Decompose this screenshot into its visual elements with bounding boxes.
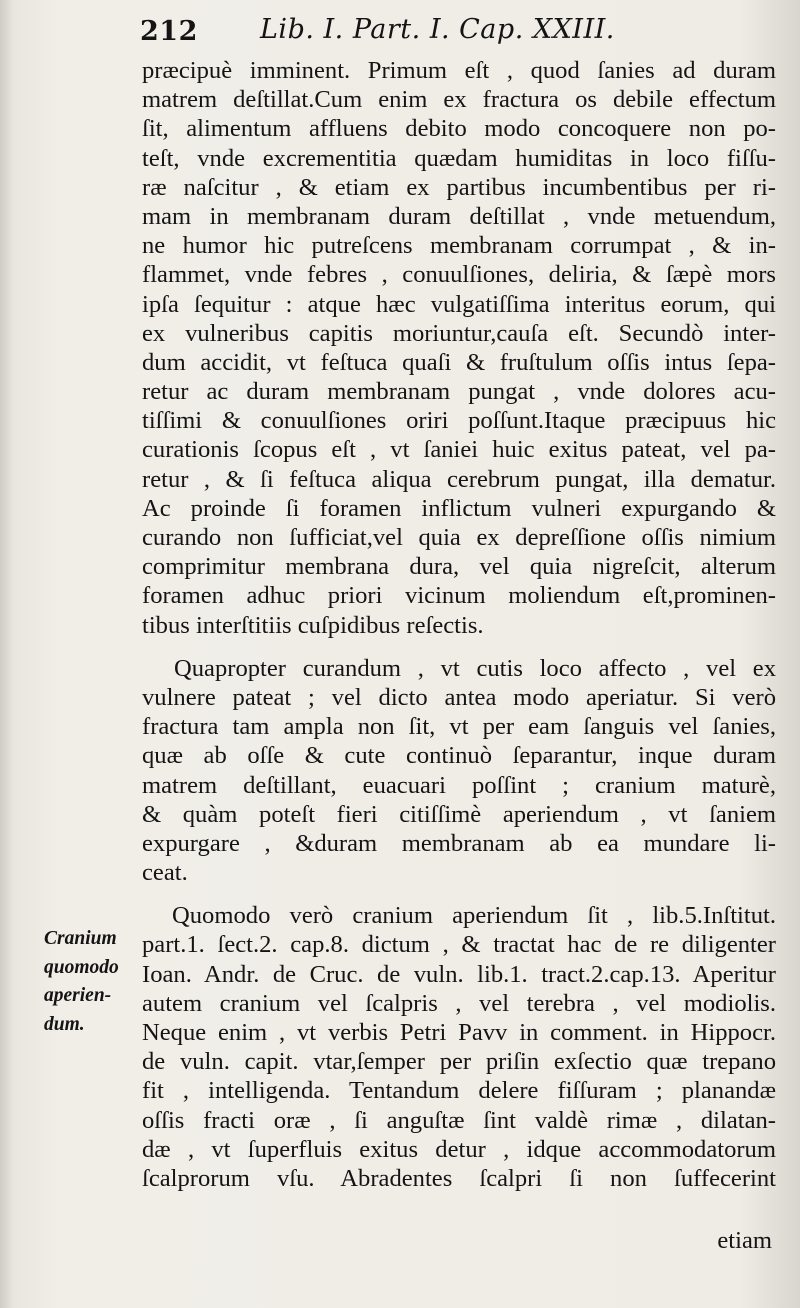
- text-line: retur ac duram membranam pungat , vnde dolores acu-: [142, 378, 776, 406]
- marginal-note-line: quomodo: [44, 956, 119, 978]
- marginal-note-line: Cranium: [44, 928, 117, 949]
- marginal-note: [44, 925, 144, 1039]
- text-line: flammet, vnde febres , conuulſiones, deliria, & ſæpè mors: [142, 261, 776, 289]
- marginal-note-line: aperien-: [44, 985, 112, 1006]
- text-line: matrem deſtillat.Cum enim ex fractura os debile effectum: [142, 86, 776, 114]
- text-line: ræ naſcitur , & etiam ex partibus incumbentibus per ri-: [142, 173, 776, 201]
- text-line: de vuln. capit. vtar,ſemper per priſin exſectio quæ trepano: [142, 1048, 776, 1076]
- text-line: oſſis fracti oræ , ſi anguſtæ ſint valdè rimæ , dilatan-: [142, 1106, 776, 1134]
- text-line: præcipuè imminent. Primum eſt , quod ſanies ad duram: [142, 57, 776, 84]
- page-number: 212: [140, 16, 198, 47]
- text-line: mam in membranam duram deſtillat , vnde metuendum,: [142, 202, 776, 230]
- main-text: [142, 56, 776, 1193]
- text-line: ſcalprorum vſu. Abradentes ſcalpri ſi non ſuffecerint: [142, 1164, 776, 1192]
- catchword: etiam: [717, 1227, 772, 1254]
- text-line: autem cranium vel ſcalpris , vel terebra , vel modiolis.: [142, 989, 776, 1017]
- text-line: matrem deſtillant, euacuari poſſint ; cranium maturè,: [142, 771, 776, 799]
- marginal-note-line: dum.: [44, 1013, 85, 1035]
- text-line: & quàm poteſt fieri citiſſimè aperiendum , vt ſaniem: [142, 800, 776, 828]
- text-line: curando non ſufficiat,vel quia ex depreſſione oſſis nimium: [142, 524, 776, 551]
- text-line: retur , & ſi feſtuca aliqua cerebrum pungat, illa dematur.: [142, 465, 776, 493]
- running-title: Lib. I. Part. I. Cap. XXIII.: [260, 14, 615, 45]
- text-line: tibus interſtitiis cuſpidibus reſectis.: [142, 611, 484, 639]
- text-line: teſt, vnde excrementitia quædam humiditas in loco fiſſu-: [142, 144, 776, 172]
- paragraph-start-line: Quomodo verò cranium aperiendum ſit , lib.5.Inſtitut.: [172, 902, 776, 930]
- text-line: quæ ab oſſe & cute continuò ſeparantur, inque duram: [142, 742, 776, 770]
- text-line: fractura tam ampla non ſit, vt per eam ſanguis vel ſanies,: [142, 713, 776, 741]
- text-line: foramen adhuc priori vicinum moliendum eſt,prominen-: [142, 582, 776, 610]
- text-line: curationis ſcopus eſt , vt ſaniei huic exitus pateat, vel pa-: [142, 436, 776, 464]
- text-line: Ioan. Andr. de Cruc. de vuln. lib.1. tract.2.cap.13. Aperitur: [142, 960, 776, 988]
- page-header: [140, 14, 780, 54]
- text-line: ceat.: [142, 859, 188, 887]
- text-line: Neque enim , vt verbis Petri Pavv in comment. in Hippocr.: [142, 1019, 776, 1046]
- text-line: fit , intelligenda. Tentandum delere fiſſuram ; planandæ: [142, 1077, 776, 1105]
- text-line: dæ , vt ſuperfluis exitus detur , idque accommodatorum: [142, 1135, 776, 1163]
- text-line: part.1. ſect.2. cap.8. dictum , & tractat hac de re diligenter: [142, 931, 776, 959]
- text-line: ipſa ſequitur : atque hæc vulgatiſſima interitus eorum, qui: [142, 290, 776, 318]
- text-line: tiſſimi & conuulſiones oriri poſſunt.Itaque præcipuus hic: [142, 407, 776, 435]
- text-line: comprimitur membrana dura, vel quia nigreſcit, alterum: [142, 553, 776, 581]
- text-line: expurgare , &duram membranam ab ea mundare li-: [142, 829, 776, 857]
- text-line: dum accidit, vt feſtuca quaſi & fruſtulum oſſis intus ſepa-: [142, 348, 776, 376]
- text-line: Ac proinde ſi foramen inflictum vulneri expurgando &: [142, 494, 776, 522]
- paragraph-start-line: Quapropter curandum , vt cutis loco affecto , vel ex: [174, 654, 776, 682]
- text-line: vulnere pateat ; vel dicto antea modo aperiatur. Si verò: [142, 683, 776, 711]
- text-line: ex vulneribus capitis moriuntur,cauſa eſt. Secundò inter-: [142, 319, 776, 347]
- text-line: ne humor hic putreſcens membranam corrumpat , & in-: [142, 232, 776, 260]
- text-line: ſit, alimentum affluens debito modo concoquere non po-: [142, 115, 776, 143]
